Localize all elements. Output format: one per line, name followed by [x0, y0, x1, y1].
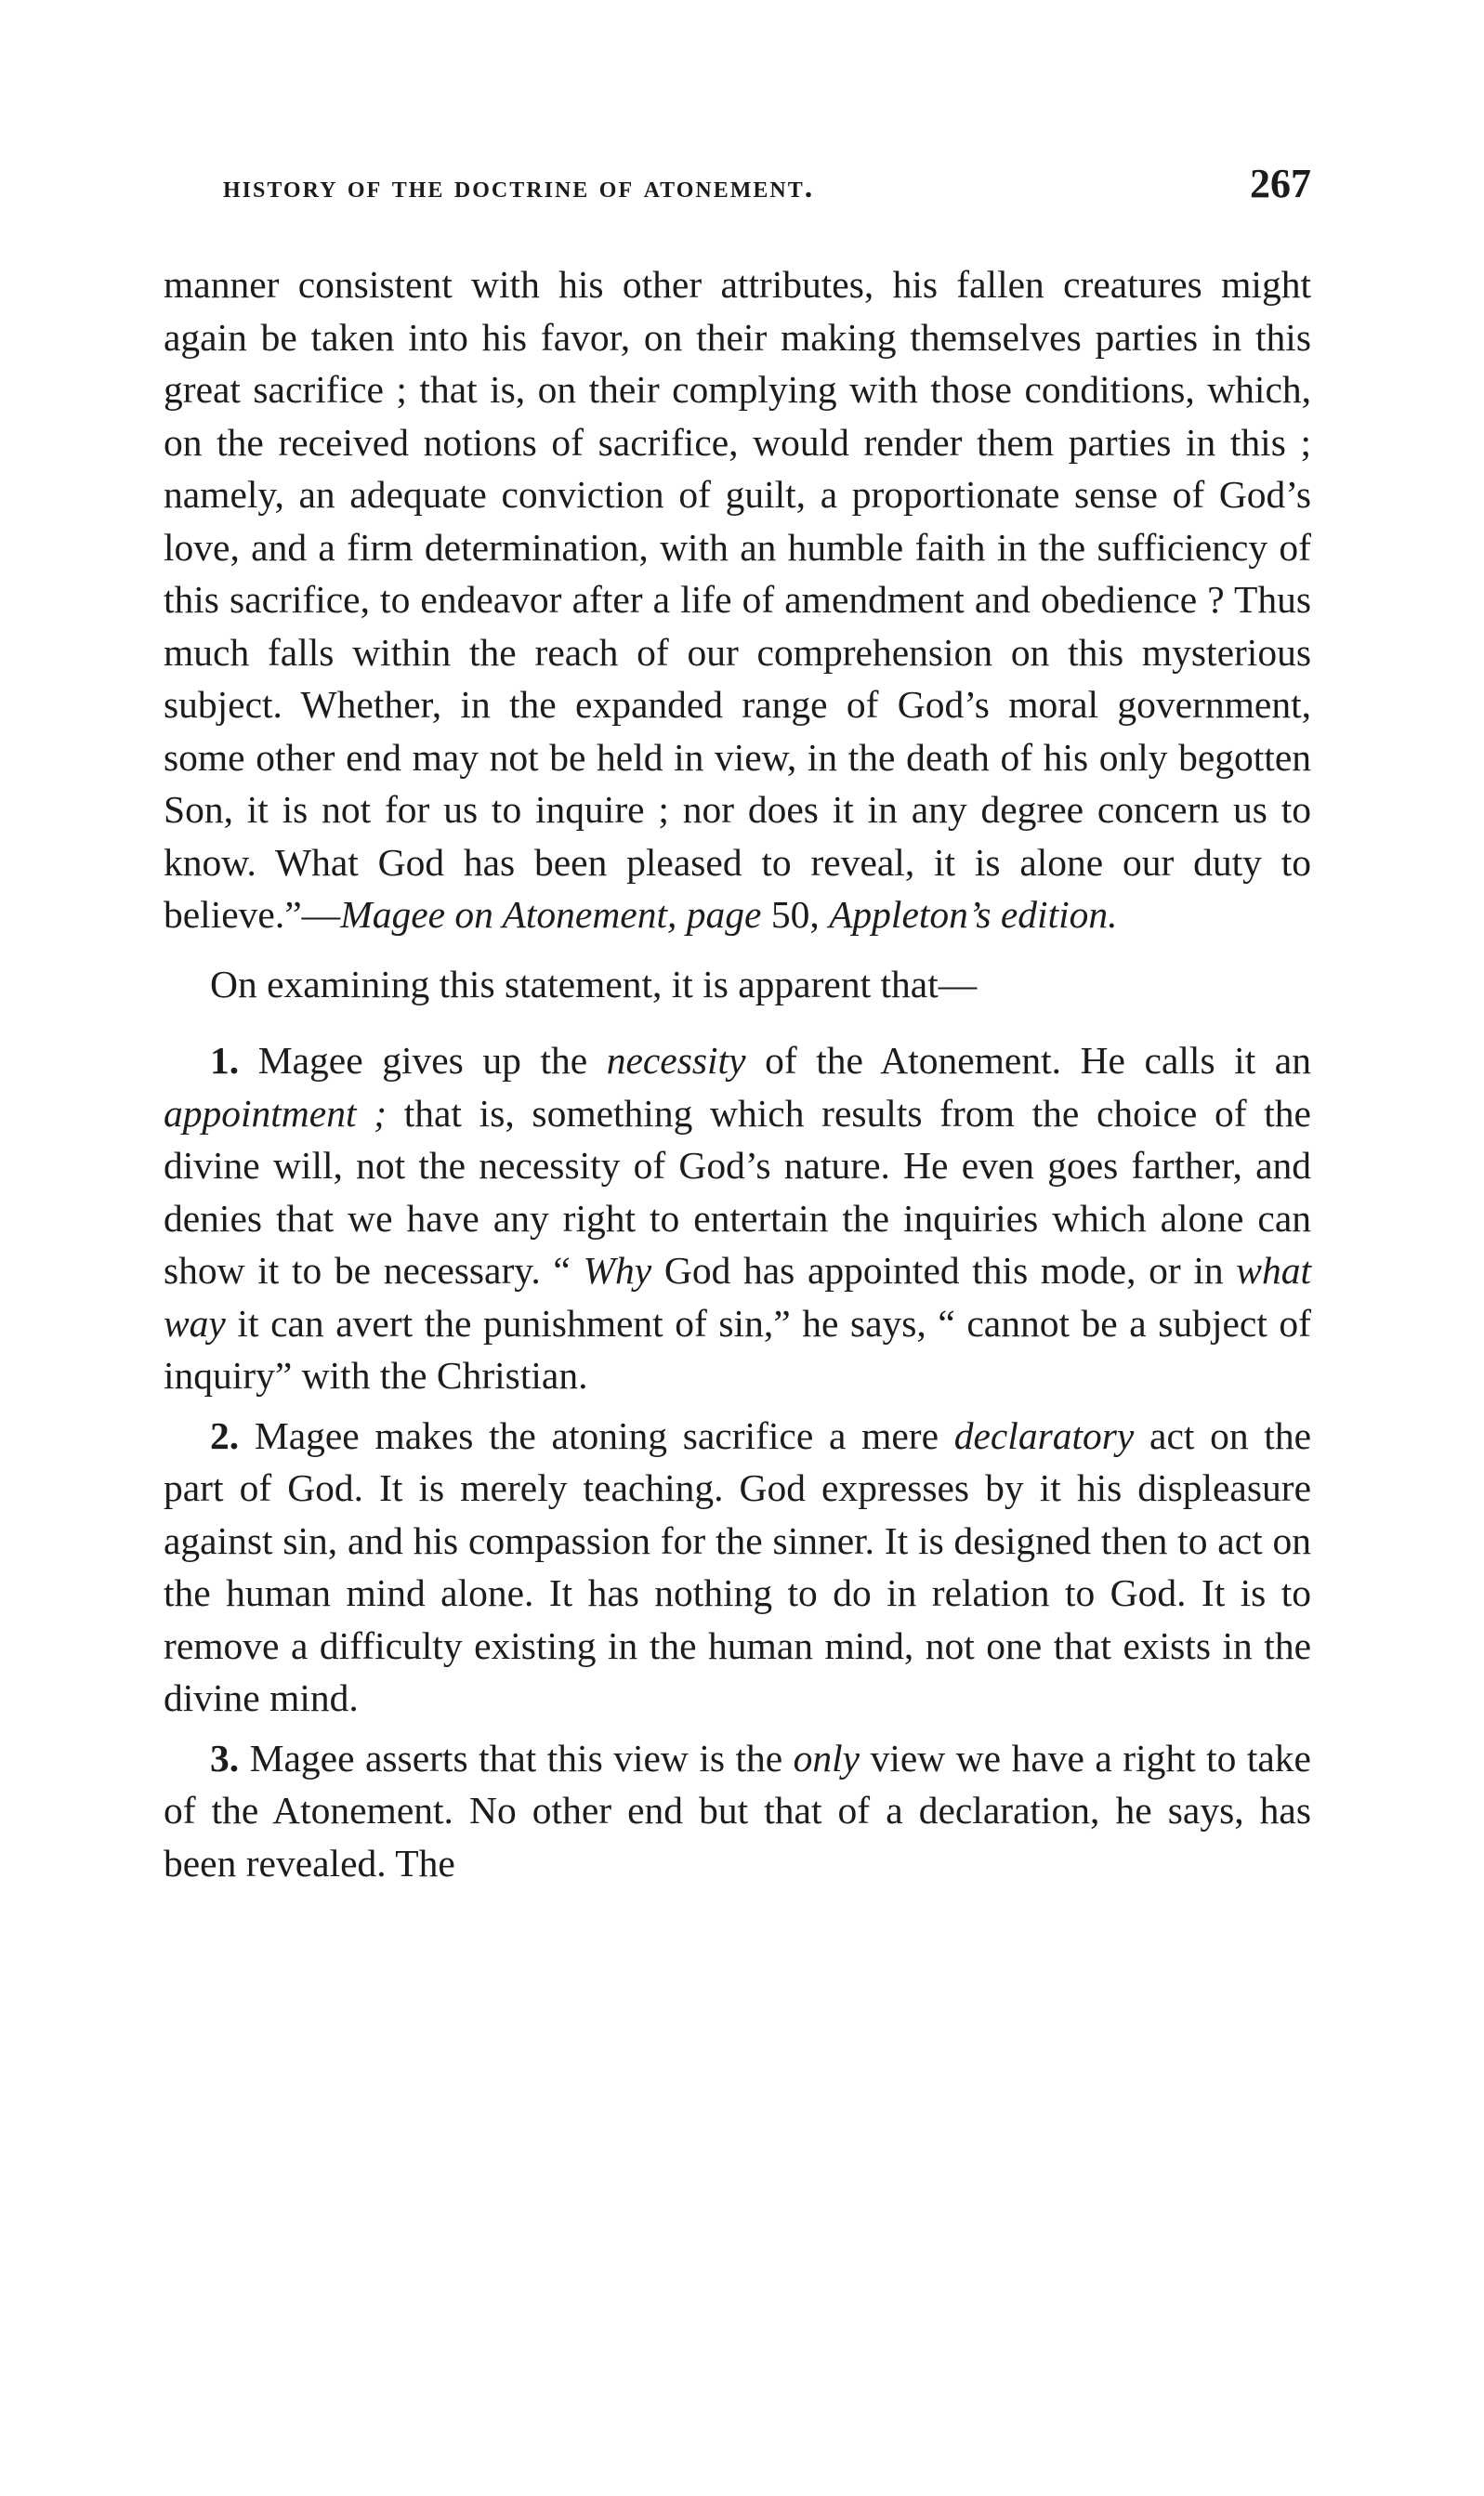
- quote-citation-edition: Appleton’s edition.: [829, 893, 1118, 936]
- point-3-number: 3.: [210, 1736, 240, 1780]
- lead-paragraph: [164, 958, 1311, 1011]
- point-1-text: that is, something which results from the choice of the divine will, not the necessity of God’s nature. He even goes farther, and denies that we have any right to entertain the inquiries which alone can show it to be necessary. “: [164, 1091, 1311, 1292]
- point-2-number: 2.: [210, 1413, 240, 1457]
- point-1-emphasis: appointment ;: [164, 1091, 387, 1135]
- lead-text: On examining this statement, it is apparent that—: [210, 962, 978, 1005]
- point-2-emphasis: declaratory: [953, 1413, 1135, 1457]
- running-title: history of the doctrine of atonement.: [223, 170, 815, 204]
- point-1-emphasis: Why: [583, 1249, 652, 1292]
- quote-text: manner consistent with his other attributes, his fallen creatures might again be taken into his favor, on their making themselves parties in this great sacrifice ; that is, on their complying with those conditions, which, on the received notions of sacrifice, would render them parties in this ; namely, an adequate conviction of guilt, a proportionate sense of God’s love, and a firm determination, with an humble faith in the sufficiency of this sacrifice, to endeavor after a life of amendment and obedience ? Thus much falls within the reach of our comprehension on this mysterious subject. Whether, in the expanded range of God’s moral government, some other end may not be held in view, in the death of his only begotten Son, it is not for us to inquire ; nor does it in any degree concern us to know. What God has been pleased to reveal, it is alone our duty to believe.”—: [164, 263, 1311, 936]
- point-3-paragraph: [164, 1732, 1311, 1890]
- point-2-text: Magee makes the atoning sacrifice a mere: [239, 1413, 954, 1457]
- point-2-paragraph: [164, 1410, 1311, 1725]
- running-head: [164, 160, 1311, 216]
- point-1-emphasis: necessity: [606, 1039, 746, 1082]
- point-1-text: of the Atonement. He calls it an: [745, 1039, 1311, 1082]
- point-3-text: view we have a right to take of the Atonement. No other end but that of a declaration, he says, has been revealed. The: [164, 1736, 1311, 1885]
- quote-citation-page: 50,: [761, 893, 830, 936]
- point-1-text: it can avert the punishment of sin,” he says, “ cannot be a subject of inquiry” with the Christian.: [164, 1301, 1311, 1397]
- quote-paragraph: [164, 258, 1311, 941]
- point-1-text: Magee gives up the: [239, 1039, 607, 1082]
- point-1-emphasis: what way: [164, 1249, 1312, 1345]
- point-1-paragraph: [164, 1034, 1311, 1402]
- point-3-text: Magee asserts that this view is the: [239, 1736, 794, 1780]
- page-number: 267: [1250, 161, 1311, 206]
- point-2-text: act on the part of God. It is merely teaching. God expresses by it his displeasure against sin, and his compassion for the sinner. It is designed then to act on the human mind alone. It has nothing to do in relation to God. It is to remove a difficulty existing in the human mind, not one that exists in the divine mind.: [164, 1413, 1311, 1719]
- point-1-text: God has appointed this mode, or in: [651, 1249, 1237, 1292]
- point-3-emphasis: only: [793, 1736, 860, 1780]
- quote-citation: Magee on Atonement, page: [340, 893, 762, 936]
- point-1-number: 1.: [210, 1039, 240, 1082]
- body-text: [164, 258, 1311, 1897]
